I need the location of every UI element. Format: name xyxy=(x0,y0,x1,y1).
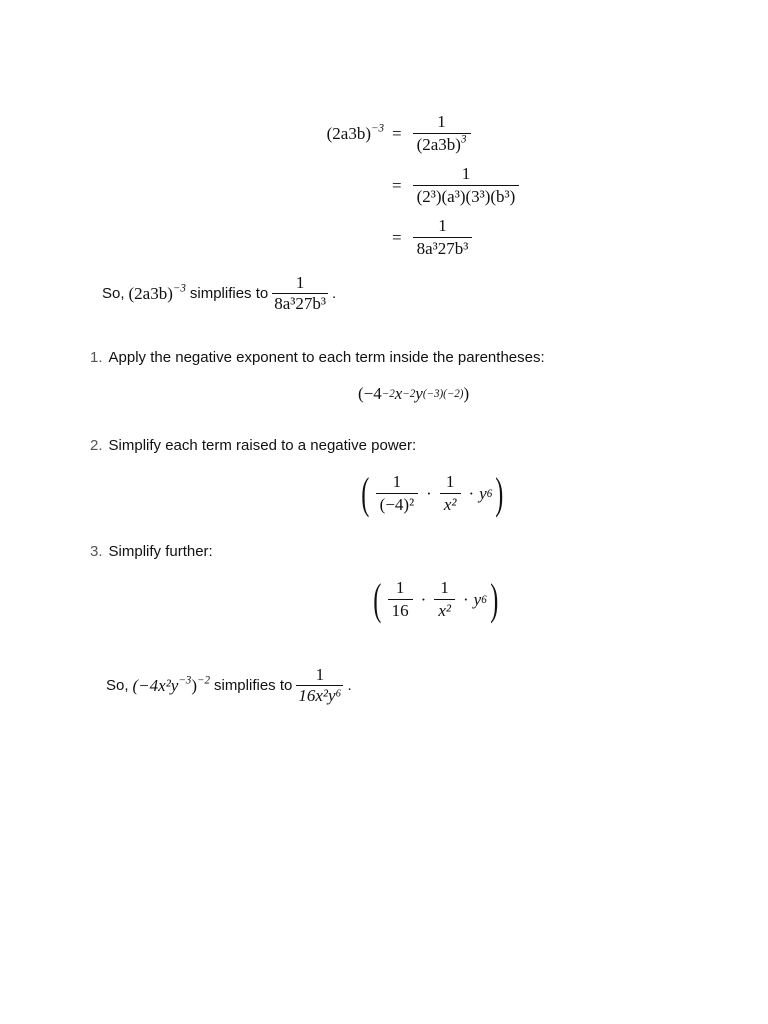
step-text: Simplify further: xyxy=(108,543,213,560)
summary-suffix: . xyxy=(331,285,337,303)
step-1-math: (−4 −2 x −2 y (−3)(−2) ) xyxy=(358,384,470,403)
summary-line-2 xyxy=(106,666,352,705)
summary-middle-text: simplifies to xyxy=(213,677,293,695)
step-2-math: ( $\frac{1}{\text{(−4)²}}$ · $\frac{1}{\text{x²}}$ · y 6 ) xyxy=(361,469,504,518)
step-text: Apply the negative exponent to each term inside the parentheses: xyxy=(108,349,545,366)
fraction: $\frac{1}{\text{8a³27b³}}$ xyxy=(413,217,473,258)
step-3 xyxy=(90,543,213,560)
step-1 xyxy=(90,349,545,366)
equation-row-2: = $\frac{1}{\text{(2³)(a³)(3³)(b³)}}$ xyxy=(314,160,522,212)
summary-prefix: So, xyxy=(102,285,125,303)
step-number: 1. xyxy=(90,349,103,366)
step-2 xyxy=(90,437,416,454)
equation-block xyxy=(314,108,522,264)
summary-fraction: $\frac{1}{\text{8a³27b³}}$ xyxy=(274,273,326,313)
equation-row-3: = $\frac{1}{\text{8a³27b³}}$ xyxy=(314,212,522,264)
fraction: $\frac{1}{\text{(2³)(a³)(3³)(b³)}}$ xyxy=(413,165,520,206)
summary-line-1 xyxy=(102,274,336,313)
equation-row-1: $(2a3b)^{-3}$ = $\frac{1}{(2a3b)^3}$ xyxy=(314,108,522,160)
summary-fraction: $\frac{1}{\text{16x²y⁶}}$ xyxy=(298,665,342,705)
step-text: Simplify each term raised to a negative power: xyxy=(108,437,417,454)
fraction: $\frac{1}{(2a3b)^3}$ xyxy=(413,113,471,154)
equation-lhs: $(2a3b)^{-3}$ xyxy=(326,122,384,143)
summary-expression: $(-4x^2y^{-3})^{-2}$ xyxy=(132,673,210,695)
summary-expression: $(2a3b)^{-3}$ xyxy=(128,281,186,303)
step-number: 2. xyxy=(90,437,103,454)
step-3-math: ( $\frac{1}{16}$ · $\frac{1}{\text{x²}}$ · y 6 ) xyxy=(373,575,499,624)
step-number: 3. xyxy=(90,543,103,560)
summary-suffix: . xyxy=(347,677,352,695)
summary-prefix: So, xyxy=(106,677,129,695)
summary-middle-text: simplifies to xyxy=(189,285,269,303)
